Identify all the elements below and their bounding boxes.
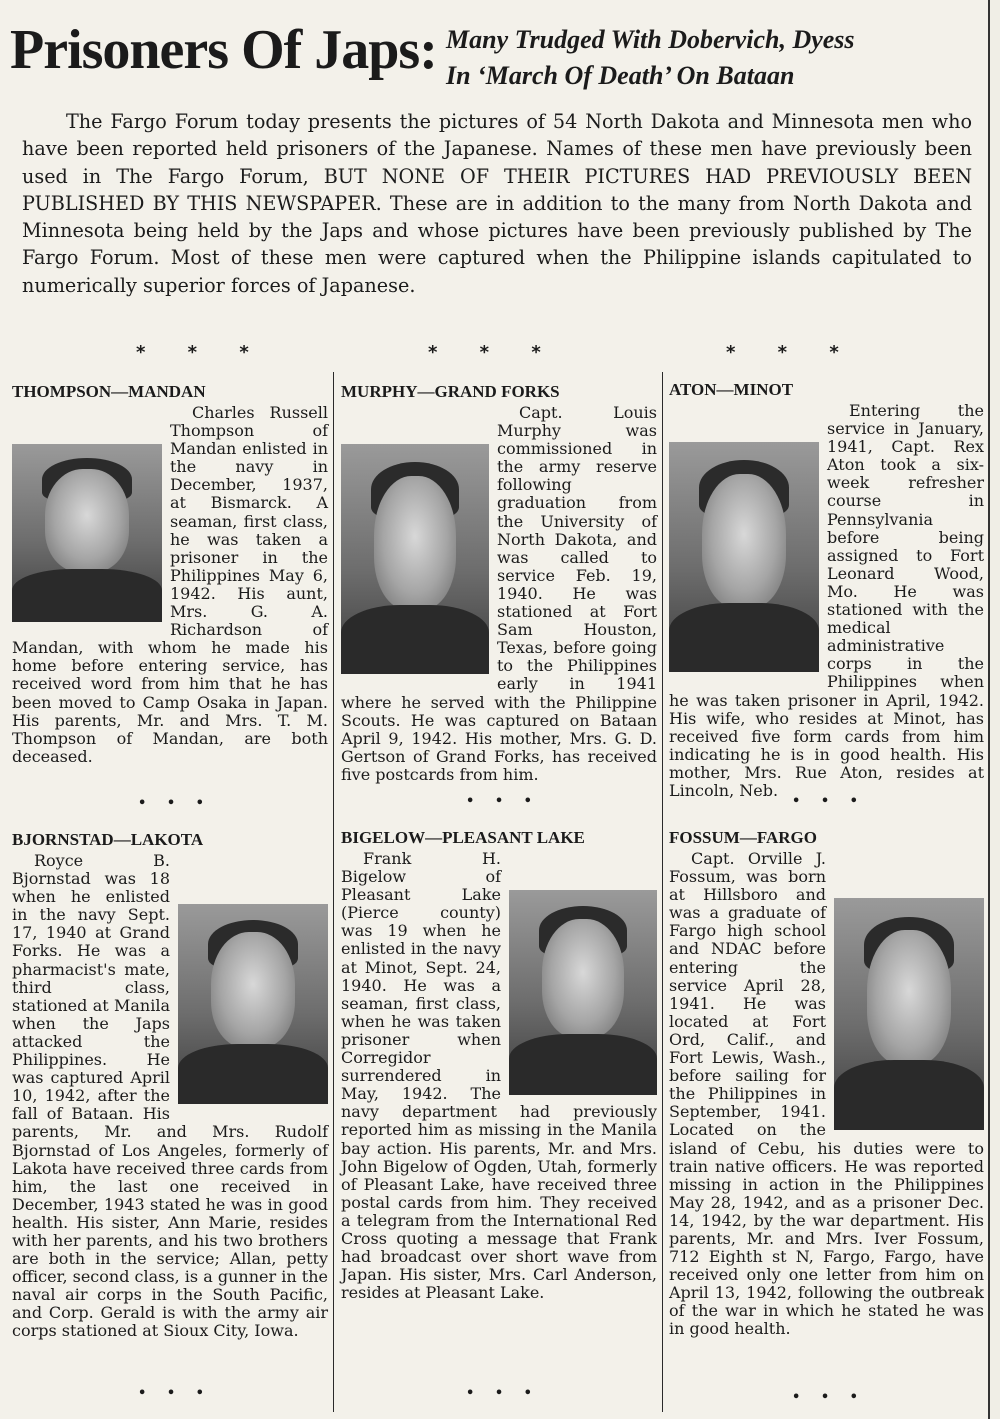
story-body: Capt. Orville J. Fossum, was born at Hillsboro and was a graduate of Fargo high school and NDAC before entering the service April 28, 1941. He was located at Fort Ord, Calif., and Fort Lewis, Wash., before sailing for the Philippines in September, 1941. Located on the island of Cebu, his duties were to train native officers. He was reported missing in action in the Philippines May 28, 1942, and as a prisoner Dec. 14, 1942, by the war department. His parents, Mr. and Mrs. Iver Fossum, 712 Eighth st N, Fargo, Fargo, have received only one letter from him on April 13, 1942, following the outbreak of the war in which he stated he was in good health. <box>669 849 984 1339</box>
star-separator: * * * <box>726 342 857 363</box>
headline-subtitle-line-1: Many Trudged With Dobervich, Dyess <box>446 25 855 54</box>
star-separator: * * * <box>428 342 559 363</box>
star-separator: * * * <box>136 342 267 363</box>
portrait-photo <box>178 904 328 1104</box>
column-rule <box>333 372 334 1412</box>
headline-subtitle-line-2: In ‘March Of Death’ On Bataan <box>446 61 795 90</box>
intro-paragraph: The Fargo Forum today presents the pictures of 54 North Dakota and Minnesota men who have been reported held prisoners of the Japanese. Names of these men have previously been used in The Fargo Forum, BUT NONE OF THEIR PICTURES HAD PREVIOUSLY BEEN PUBLISHED BY THIS NEWSPAPER. These are in addition to the many from North Dakota and Minnesota being held by the Japs and whose pictures have been previously published by The Fargo Forum. Most of these men were captured when the Philippine islands capitulated to numerically superior forces of Japanese. <box>22 110 972 297</box>
portrait-photo <box>341 444 489 674</box>
dot-separator: • • • <box>466 794 540 809</box>
story-body: Frank H. Bigelow of Pleasant Lake (Pierce county) was 19 when he enlisted in the navy at Minot, Sept. 24, 1940. He was a seaman, first class, when he was taken prisoner when Corregidor surrendered in May, 1942. The navy department had previously reported him as missing in the Manila bay action. His parents, Mr. and Mrs. John Bigelow of Ogden, Utah, formerly of Pleasant Lake, have received three postal cards from him. They received a telegram from the International Red Cross quoting a message that Frank had broadcast over short wave from Japan. His sister, Mrs. Carl Anderson, resides at Pleasant Lake. <box>341 849 657 1303</box>
story-head-murphy: MURPHY—GRAND FORKS <box>341 382 560 401</box>
headline-subtitle <box>446 22 986 94</box>
headline-main: Prisoners Of Japs: <box>10 19 437 81</box>
story-bigelow <box>341 850 657 1302</box>
adjacent-column-edge <box>988 0 1000 1419</box>
story-head-fossum: FOSSUM—FARGO <box>669 828 817 847</box>
portrait-photo <box>669 442 819 672</box>
story-head-bjornstad: BJORNSTAD—LAKOTA <box>12 830 204 849</box>
story-body: Capt. Louis Murphy was commissioned in the army reserve following graduation from the University of North Dakota, and was called to service Feb. 19, 1940. He was stationed at Fort Sam Houston, Texas, before going to the Philippines early in 1941 where he served with the Philippine Scouts. He was captured on Bataan April 9, 1942. His mother, Mrs. G. D. Gertson of Grand Forks, has received five postcards from him. <box>341 403 657 784</box>
column-rule <box>662 372 663 1412</box>
story-head-aton: ATON—MINOT <box>669 380 794 399</box>
portrait-photo <box>12 444 162 622</box>
story-head-bigelow: BIGELOW—PLEASANT LAKE <box>341 828 585 847</box>
dot-separator: • • • <box>466 1386 540 1401</box>
portrait-photo <box>834 898 984 1130</box>
story-body: Entering the service in January, 1941, Capt. Rex Aton took a six-week refresher course in Pennsylvania before being assigned to Fort Leonard Wood, Mo. He was stationed with the medical administrative corps in the Philippines when he was taken prisoner in April, 1942. His wife, who resides at Minot, has received five form cards from him indicating he is in good health. His mother, Mrs. Rue Aton, resides at Lincoln, Neb. <box>669 401 984 800</box>
story-bjornstad <box>12 852 328 1341</box>
story-head-thompson: THOMPSON—MANDAN <box>12 382 206 401</box>
story-thompson <box>12 404 328 766</box>
dot-separator: • • • <box>138 1386 212 1401</box>
dot-separator: • • • <box>792 794 866 809</box>
story-fossum <box>669 850 984 1339</box>
dot-separator: • • • <box>792 1390 866 1405</box>
portrait-photo <box>509 890 657 1095</box>
story-body: Charles Russell Thompson of Mandan enlisted in the navy in December, 1937, at Bismarck. A seaman, first class, he was taken a prisoner in the Philippines May 6, 1942. His aunt, Mrs. G. A. Richardson of Mandan, with whom he made his home before entering service, has received word from him that he has been moved to Camp Osaka in Japan. His parents, Mr. and Mrs. T. M. Thompson of Mandan, are both deceased. <box>12 403 328 766</box>
story-body: Royce B. Bjornstad was 18 when he enlisted in the navy Sept. 17, 1940 at Grand Forks. He was a pharmacist's mate, third class, stationed at Manila when the Japs attacked the Philippines. He was captured April 10, 1942, after the fall of Bataan. His parents, Mr. and Mrs. Rudolf Bjornstad of Los Angeles, formerly of Lakota have received three cards from him, the last one received in December, 1943 stated he was in good health. His sister, Ann Marie, resides with her parents, and his two brothers are both in the service; Allan, petty officer, second class, is a gunner in the naval air corps in the South Pacific, and Corp. Gerald is with the army air corps stationed at Sioux City, Iowa. <box>12 851 328 1341</box>
story-aton <box>669 402 984 800</box>
story-murphy <box>341 404 657 784</box>
dot-separator: • • • <box>138 796 212 811</box>
